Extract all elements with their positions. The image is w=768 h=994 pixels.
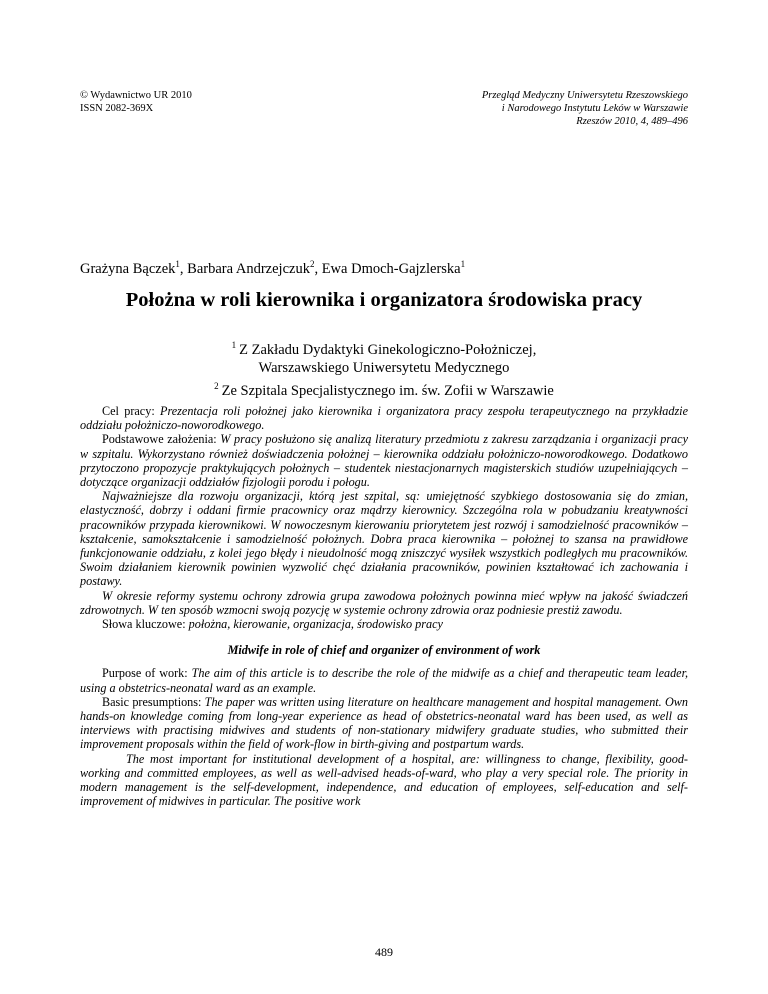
abstract-pl-keywords: Słowa kluczowe: położna, kierowanie, organizacja, środowisko pracy xyxy=(102,617,443,632)
author-separator: , xyxy=(314,261,322,277)
journal-name-line2: i Narodowego Instytutu Leków w Warszawie xyxy=(501,103,688,114)
abstract-pl-findings: Najważniejsze dla rozwoju organizacji, którą jest szpital, są: umiejętność szybkiego dostosowania się do zmian, elastyczność, dobrzy i oddani firmie pracownicy oraz mądrzy kierownicy. Szczególna rola w pobudzaniu kreatywności pracowników przypada kierownikowi. W nowoczesnym kierowaniu priorytetem jest rozwój i samodzielność pracowników – kształcenie, samokształcenie i samodzielność położnych. Dobra praca kierownika – położnej to szansa na prawidłowe funkcjonowanie oddziału, z kolei jego błędy i nieudolność mogą zniszczyć wysiłek wszystkich podległych mu pracowników. Swoim działaniem kierownik powinien wyzwolić chęć działania pracowników, powinien kształtować ich zachowania i postawy. xyxy=(80,489,688,589)
issn-line: ISSN 2082-369X xyxy=(80,103,154,114)
affil-mark: 1 xyxy=(231,340,237,350)
abstract-body xyxy=(80,404,688,808)
abstract-pl-aim: Cel pracy: Prezentacja roli położnej jako kierownika i organizatora pracy zespołu terapeutycznego na przykładzie oddziału położniczo-noworodkowego. xyxy=(80,404,688,433)
abstract-pl-conclusion: W okresie reformy systemu ochrony zdrowia grupa zawodowa położnych powinna mieć wpływ na jakość świadczeń zdrowotnych. W ten sposób wzmocni swoją pozycję w systemie ochrony zdrowia oraz podniesie prestiż zawodu. xyxy=(80,588,688,617)
english-title: Midwife in role of chief and organizer of environment of work xyxy=(227,643,541,658)
affil-mark: 2 xyxy=(214,381,219,391)
journal-issue-line: Rzeszów 2010, 4, 489–496 xyxy=(576,116,688,127)
affiliation-line: $^2$ Ze Szpitala Specjalistycznego im. św. Zofii w Warszawie xyxy=(214,381,554,399)
author-name: Grażyna Bączek xyxy=(80,261,176,277)
journal-copyright xyxy=(80,89,192,115)
journal-citation xyxy=(482,89,688,128)
affiliation-line: Warszawskiego Uniwersytetu Medycznego xyxy=(258,360,510,376)
author-separator: , xyxy=(179,261,188,277)
affiliations xyxy=(80,336,688,400)
abstract-en-purpose: Purpose of work: The aim of this article is to describe the role of the midwife as a chief and therapeutic team leader, using a obstetrics-neonatal ward as an example. xyxy=(80,666,689,695)
author-affil-mark: 1 xyxy=(175,259,180,269)
author-affil-mark: 2 xyxy=(309,259,315,269)
paper-title: Położna w roli kierownika i organizatora środowiska pracy xyxy=(125,289,643,311)
author-name: Barbara Andrzejczuk xyxy=(187,261,310,277)
author-list xyxy=(80,259,465,278)
abstract-en-findings: The most important for institutional development of a hospital, are: willingness to change, flexibility, good-working and committed employees, as well as well-advised heads-of-ward, who play a very special role. The priority in modern management is the self-development, independence, and education of employees, self-education and self-improvement of midwives in particular. The positive work xyxy=(80,751,688,809)
abstract-en-presumptions: Basic presumptions: The paper was written using literature on healthcare management and hospital management. Own hands-on knowledge coming from long-year experience as head of obstetrics-neonatal ward has been used, as well as interviews with practising midwives and students of non-stationary midwifery graduate studies, who submitted their improvement proposals within the field of work-flow in birth-giving and postpartum wards. xyxy=(80,694,689,752)
copyright-line: © Wydawnictwo UR 2010 xyxy=(80,90,192,101)
author-name: Ewa Dmoch-Gajzlerska xyxy=(321,261,461,277)
affiliation-line: $^1$ Z Zakładu Dydaktyki Ginekologiczno-Położniczej, xyxy=(231,340,537,358)
journal-name-line1: Przegląd Medyczny Uniwersytetu Rzeszowskiego xyxy=(481,90,688,101)
abstract-pl-assumptions: Podstawowe założenia: W pracy posłużono się analizą literatury przedmiotu z zakresu zarządzania i organizacji pracy w szpitalu. Wykorzystano również doświadczenia położnej – kierownika oddziału położniczo-noworodkowego. Dodatkowo przytoczono propozycje praktykujących położnych – studentek niestacjonarnych magisterskich studiów uzupełniających – dotyczące organizacji oddziałów fizjologii porodu i połogu. xyxy=(80,432,688,490)
author-affil-mark: 1 xyxy=(460,259,466,269)
page-number: 489 xyxy=(375,945,393,959)
